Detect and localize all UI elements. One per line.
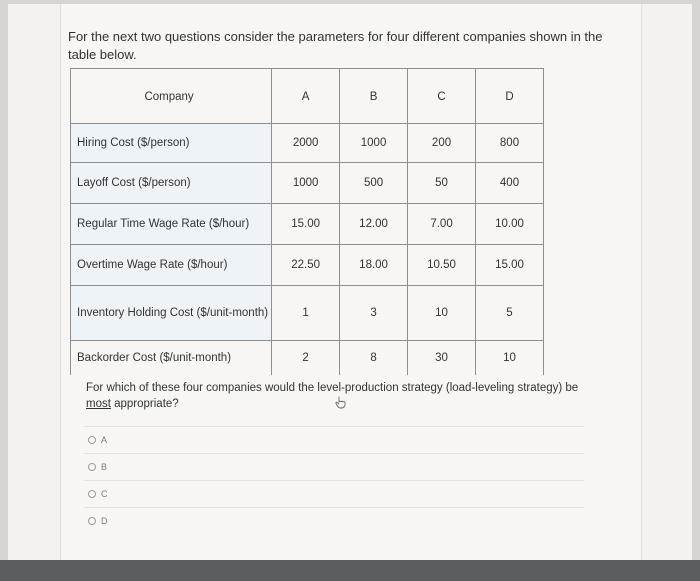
table-row bbox=[71, 245, 544, 286]
option-label: B bbox=[101, 462, 108, 472]
option-label: A bbox=[101, 435, 108, 445]
table-cell: 10.50 bbox=[408, 245, 476, 286]
table-cell: 500 bbox=[340, 163, 408, 204]
table-cell: 200 bbox=[408, 124, 476, 163]
table-row bbox=[71, 163, 544, 204]
option-b[interactable] bbox=[84, 453, 584, 480]
table-cell: 15.00 bbox=[272, 204, 340, 245]
row-label: Layoff Cost ($/person) bbox=[71, 163, 272, 204]
company-a-header: A bbox=[272, 69, 340, 124]
table-cell: 10.00 bbox=[476, 204, 544, 245]
table-row bbox=[71, 286, 544, 341]
question-intro: For the next two questions consider the parameters for four different companies shown in the table below. bbox=[68, 29, 603, 62]
question-emphasis: most bbox=[86, 398, 111, 410]
table-cell: 1000 bbox=[272, 163, 340, 204]
question-text-end: appropriate? bbox=[110, 398, 179, 410]
table-cell: 3 bbox=[340, 286, 408, 341]
table-cell: 22.50 bbox=[272, 245, 340, 286]
table-cell: 30 bbox=[408, 341, 476, 376]
row-label: Overtime Wage Rate ($/hour) bbox=[71, 245, 272, 286]
table-cell: 2000 bbox=[272, 124, 340, 163]
table-cell: 12.00 bbox=[340, 204, 408, 245]
table-row bbox=[71, 341, 544, 376]
row-label: Inventory Holding Cost ($/unit-month) bbox=[71, 286, 272, 341]
table-cell: 1000 bbox=[340, 124, 408, 163]
table-cell: 18.00 bbox=[340, 245, 408, 286]
row-label: Hiring Cost ($/person) bbox=[71, 124, 272, 163]
company-c-header: C bbox=[408, 69, 476, 124]
table-cell: 10 bbox=[408, 286, 476, 341]
question-text-start: For which of these four companies would the level-production strategy (load-leveling strategy) be bbox=[86, 382, 579, 394]
table-header-row bbox=[71, 69, 544, 124]
table-cell: 50 bbox=[408, 163, 476, 204]
table-cell: 400 bbox=[476, 163, 544, 204]
radio-button-c[interactable] bbox=[88, 490, 96, 498]
parameters-table bbox=[70, 68, 544, 375]
radio-button-d[interactable] bbox=[88, 517, 96, 525]
table-row bbox=[71, 124, 544, 163]
table-cell: 15.00 bbox=[476, 245, 544, 286]
table-row bbox=[71, 204, 544, 245]
bottom-bar bbox=[0, 560, 700, 581]
option-d[interactable] bbox=[84, 507, 584, 534]
table-cell: 2 bbox=[272, 341, 340, 376]
hand-pointer-icon bbox=[334, 395, 350, 411]
table-cell: 800 bbox=[476, 124, 544, 163]
option-label: D bbox=[101, 516, 108, 526]
company-b-header: B bbox=[340, 69, 408, 124]
table-cell: 7.00 bbox=[408, 204, 476, 245]
radio-button-a[interactable] bbox=[88, 436, 96, 444]
table-cell: 8 bbox=[340, 341, 408, 376]
hand-pointer-icon-svg bbox=[334, 395, 348, 409]
radio-button-b[interactable] bbox=[88, 463, 96, 471]
company-header: Company bbox=[71, 69, 272, 124]
table-cell: 5 bbox=[476, 286, 544, 341]
company-d-header: D bbox=[476, 69, 544, 124]
answer-options bbox=[84, 426, 584, 534]
option-label: C bbox=[101, 489, 108, 499]
option-a[interactable] bbox=[84, 426, 584, 453]
option-c[interactable] bbox=[84, 480, 584, 507]
table-cell: 10 bbox=[476, 341, 544, 376]
table-cell: 1 bbox=[272, 286, 340, 341]
row-label: Regular Time Wage Rate ($/hour) bbox=[71, 204, 272, 245]
row-label: Backorder Cost ($/unit-month) bbox=[71, 341, 272, 376]
